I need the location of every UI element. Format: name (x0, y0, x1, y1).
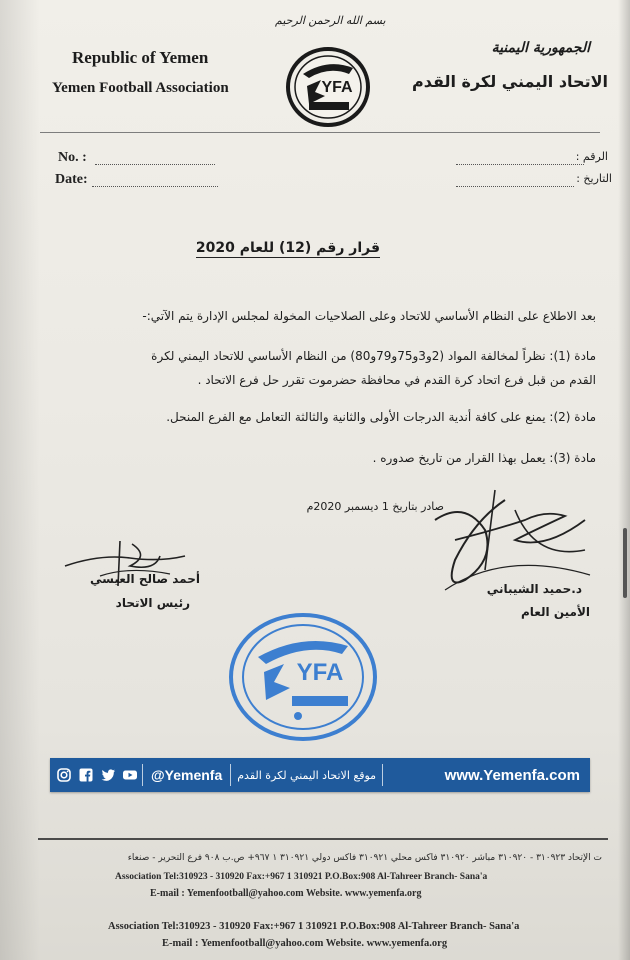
footer-divider (38, 838, 608, 840)
social-banner (50, 758, 590, 792)
footer-contact-ar: ت الإتحاد ٣١٠٩٢٣ - ٣١٠٩٢٠ مباشر ٣١٠٩٢٠ فاكس محلي ٣١٠٩٢١ فاكس دولي ٣١٠٩٢١ ١ ٩٦٧+ ص.ب ٩٠٨ فرع التحرير - صنعاء (127, 853, 602, 863)
ar-date-dotted-line (456, 186, 574, 187)
page-edge (618, 0, 630, 960)
footer-contact-en-2: Association Tel:310923 - 310920 Fax:+967 1 310921 P.O.Box:908 Al-Tahreer Branch- Sana'a (108, 921, 520, 932)
header-country-en: Republic of Yemen (72, 48, 209, 67)
facebook-icon[interactable] (78, 767, 94, 783)
article-3: مادة (3): يعمل بهذا القرار من تاريخ صدوره . (372, 451, 596, 465)
ar-no-label: الرقم : (575, 150, 608, 163)
decision-intro: بعد الاطلاع على النظام الأساسي للاتحاد وعلى الصلاحيات المخولة لمجلس الإدارة يتم الآتي:- (142, 309, 596, 323)
no-label: No. : (58, 150, 87, 165)
president-title: رئيس الاتحاد (115, 596, 190, 610)
bismillah-text: بسم الله الرحمن الرحيم (275, 14, 386, 27)
issued-date: صادر بتاريخ 1 ديسمبر 2020م (306, 500, 444, 513)
header-country-ar: الجمهورية اليمنية (491, 40, 590, 56)
footer-contact-en-1: Association Tel:310923 - 310920 Fax:+967 1 310921 P.O.Box:908 Al-Tahreer Branch- Sana'a (115, 872, 488, 882)
date-label: Date: (55, 172, 88, 187)
footer-email-1: E-mail : Yemenfootball@yahoo.com Website. www.yemenfa.org (150, 888, 422, 899)
header-divider (40, 132, 600, 133)
page-shadow (0, 0, 40, 960)
ar-date-label: التاريخ : (576, 172, 612, 185)
article-1-line-1: مادة (1): نظراً لمخالفة المواد (2و3و75و79و80) من النظام الأساسي للاتحاد اليمني لكرة (151, 349, 596, 363)
scrollbar-thumb[interactable] (623, 528, 627, 598)
social-handle[interactable]: @Yemenfa (151, 767, 223, 783)
date-dotted-line (92, 186, 218, 187)
footer-email-2: E-mail : Yemenfootball@yahoo.com Website. www.yemenfa.org (162, 938, 448, 949)
website-link[interactable]: www.Yemenfa.com (444, 766, 580, 784)
president-signature (60, 536, 190, 596)
decision-title: قرار رقم (12) للعام 2020 (195, 240, 380, 256)
article-2: مادة (2): يمنع على كافة أندية الدرجات الأولى والثانية والثالثة التعامل مع الفرع المنحل. (166, 410, 596, 424)
secretary-name: د.حميد الشيباني (486, 582, 582, 596)
logo-text: YFA (321, 79, 353, 96)
social-icons (50, 767, 142, 783)
yfa-stamp (228, 612, 378, 742)
banner-separator (382, 764, 383, 786)
president-name: أحمد صالح العيسي (90, 572, 200, 586)
banner-separator (142, 764, 143, 786)
instagram-icon[interactable] (56, 767, 72, 783)
no-dotted-line (95, 164, 215, 165)
twitter-icon[interactable] (100, 767, 116, 783)
ar-no-dotted-line (456, 164, 584, 165)
stamp-logo-text: YFA (296, 659, 344, 686)
secretary-title: الأمين العام (520, 605, 590, 619)
article-1-line-2: القدم من قبل فرع اتحاد كرة القدم في محافظة حضرموت تقرر حل فرع الاتحاد . (197, 373, 596, 387)
header-org-en: Yemen Football Association (52, 80, 229, 96)
banner-separator (230, 764, 231, 786)
youtube-icon[interactable] (122, 767, 138, 783)
yfa-logo (285, 44, 371, 130)
header-org-ar: الاتحاد اليمني لكرة القدم (411, 72, 608, 91)
website-name-ar: موقع الاتحاد اليمني لكرة القدم (237, 768, 377, 782)
